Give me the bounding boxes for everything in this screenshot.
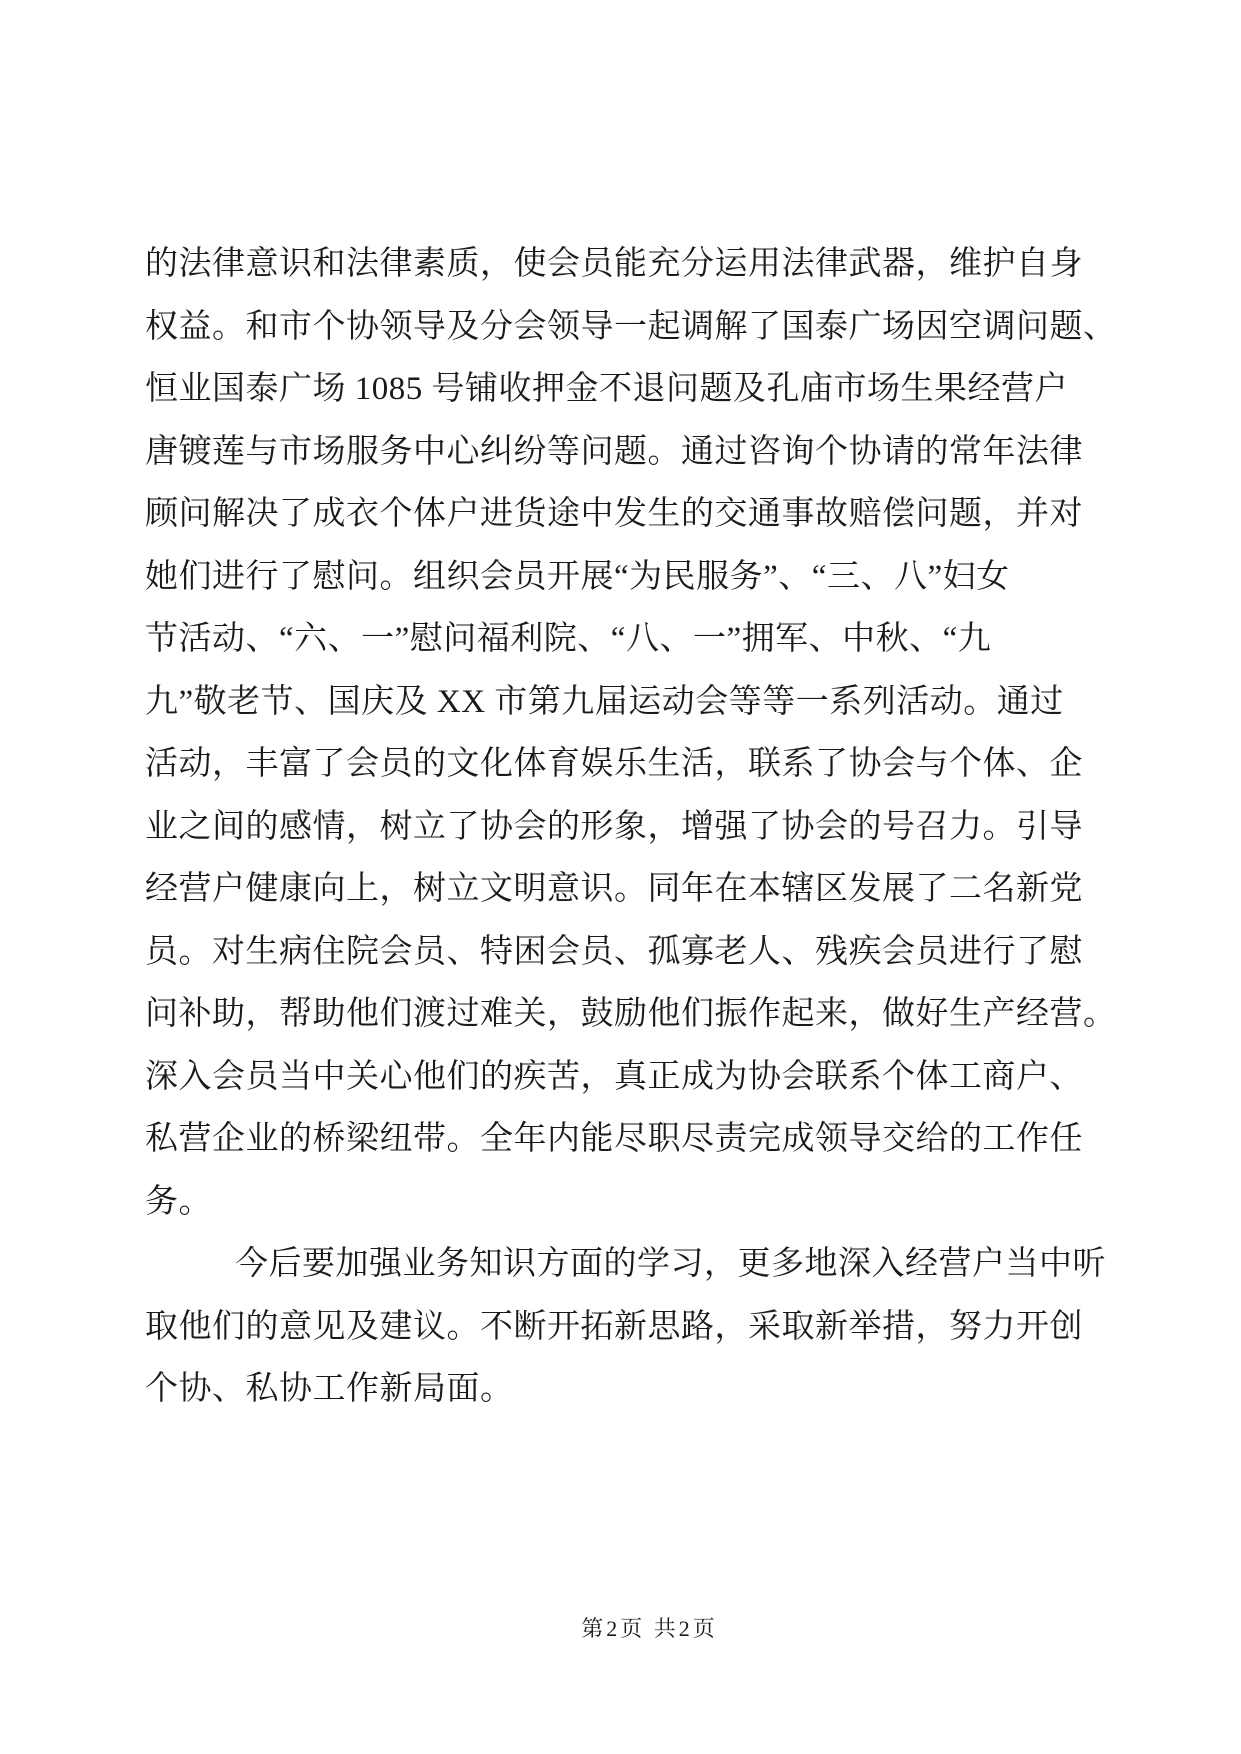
text-line: 问补助，帮助他们渡过难关，鼓励他们振作起来，做好生产经营。 [145, 996, 1117, 1032]
text-line: 她们进行了慰问。组织会员开展“为民服务”、“三、八”妇女 [145, 558, 1010, 595]
text-line: 节活动、“六、一”慰问福利院、“八、一”拥军、中秋、“九 [145, 621, 992, 657]
text-line: 私营企业的桥梁纽带。全年内能尽职尽责完成领导交给的工作任 [145, 1121, 1083, 1157]
text-line: 活动，丰富了会员的文化体育娱乐生活，联系了协会与个体、企 [145, 746, 1083, 782]
text-line: 的法律意识和法律素质，使会员能充分运用法律武器，维护自身 [145, 246, 1083, 282]
text-line: 取他们的意见及建议。不断开拓新思路，采取新举措，努力开创 [145, 1308, 1083, 1345]
text-line: 顾问解决了成衣个体户进货途中发生的交通事故赔偿问题，并对 [145, 496, 1083, 532]
document-body [145, 233, 1117, 1421]
text-line: 员。对生病住院会员、特困会员、孤寡老人、残疾会员进行了慰 [145, 933, 1083, 970]
paragraph [145, 1233, 1106, 1421]
paragraph [145, 233, 1117, 1233]
text-line: 今后要加强业务知识方面的学习，更多地深入经营户当中听 [235, 1246, 1106, 1282]
text-line: 权益。和市个协领导及分会领导一起调解了国泰广场因空调问题、 [145, 308, 1117, 345]
text-line: 深入会员当中关心他们的疾苦，真正成为协会联系个体工商户、 [145, 1058, 1083, 1095]
text-line: 个协、私协工作新局面。 [145, 1371, 514, 1407]
text-line: 业之间的感情，树立了协会的形象，增强了协会的号召力。引导 [145, 808, 1083, 845]
text-line: 务。 [145, 1183, 212, 1220]
text-line: 九”敬老节、国庆及 XX 市第九届运动会等等一系列活动。通过 [145, 683, 1064, 720]
text-line: 恒业国泰广场 1085 号铺收押金不退问题及孔庙市场生果经营户 [145, 371, 1068, 407]
page-number: 第2页 共2页 [581, 1616, 718, 1641]
page-footer [0, 1612, 1241, 1643]
text-line: 经营户健康向上，树立文明意识。同年在本辖区发展了二名新党 [145, 871, 1083, 907]
text-line: 唐镀莲与市场服务中心纠纷等问题。通过咨询个协请的常年法律 [145, 433, 1083, 470]
